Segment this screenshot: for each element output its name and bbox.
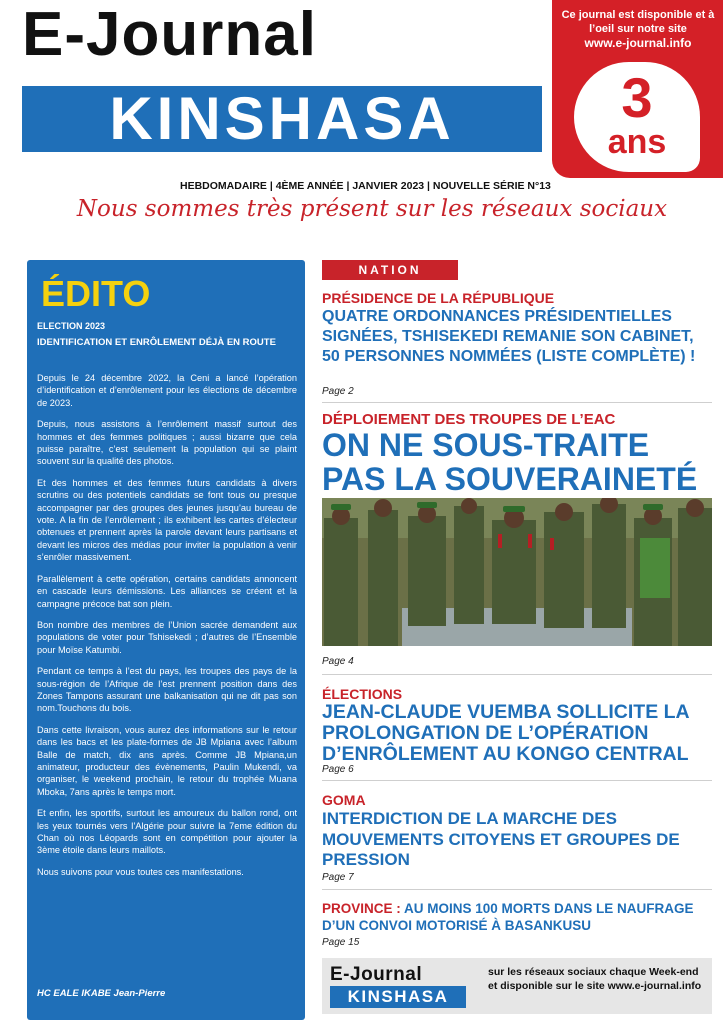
badge-line: Ce journal est disponible et à l’oeil sur notre site <box>561 9 715 35</box>
edito-body <box>37 372 297 887</box>
promo-logo-top: E-Journal <box>330 964 423 985</box>
article-headline[interactable]: INTERDICTION DE LA MARCHE DES MOUVEMENTS CITOYENS ET GROUPES DE PRESSION <box>322 809 680 869</box>
slogan: Nous sommes très présent sur les réseaux sociaux <box>76 196 668 222</box>
badge-availability-text <box>560 8 716 50</box>
article-headline[interactable]: QUATRE ORDONNANCES PRÉSIDENTIELLES SIGNÉES, TSHISEKEDI REMANIE SON CABINET, 50 PERSONNES NOMMÉES (LISTE COMPLÈTE) ! <box>322 308 696 365</box>
article-kicker: PRÉSIDENCE DE LA RÉPUBLIQUE <box>322 290 555 306</box>
divider <box>322 402 712 403</box>
article-headline-lead[interactable]: ON NE SOUS-TRAITE PAS LA SOUVERAINETÉ <box>322 427 698 497</box>
promo-logo-bottom: KINSHASA <box>330 986 466 1008</box>
masthead-title-top: E-Journal <box>22 0 317 69</box>
edito-signature: HC EALE IKABE Jean-Pierre <box>37 988 166 999</box>
article-kicker: PROVINCE : <box>322 901 401 916</box>
issue-dateline: HEBDOMADAIRE | 4ÈME ANNÉE | JANVIER 2023 | NOUVELLE SÉRIE N°13 <box>180 180 551 192</box>
edito-paragraph: Nous suivons pour vous toutes ces manifestations. <box>37 866 244 877</box>
edito-paragraph: Depuis, nous assistons à l’enrôlement massif surtout des hommes et des femmes politiques ; aussi bizarre que cela puisse paraître, c’est seulement la population qui se plaint souvent sur la qualité des photos. <box>37 419 297 467</box>
article-brief[interactable] <box>322 900 712 934</box>
promo-text: sur les réseaux sociaux chaque Week-end et disponible sur le site www.e-journal.info <box>488 966 702 992</box>
article-page-ref: Page 2 <box>322 386 354 397</box>
soldiers-photo <box>322 498 712 646</box>
article-page-ref: Page 7 <box>322 872 354 883</box>
edito-paragraph: Pendant ce temps à l’est du pays, les troupes des pays de la sous-région de l’Afrique de l’est prennent position dans des Zones Tampons assurant une balkanisation qui ne dit pas son nom.Touchons du bois. <box>37 666 297 714</box>
badge-url-link[interactable]: www.e-journal.info <box>584 36 692 50</box>
article-page-ref: Page 15 <box>322 937 360 948</box>
article-kicker: DÉPLOIEMENT DES TROUPES DE L’EAC <box>322 411 616 428</box>
edito-paragraph: Et enfin, les sportifs, surtout les amoureux du ballon rond, ont les yeux tournés vers l’Algérie pour suivre la 7eme édition du Chan où nos Léopards sont en compétition pour ajouter la 3ème étoile dans leurs maillots. <box>37 808 297 856</box>
divider <box>322 674 712 675</box>
edito-paragraph: Depuis le 24 décembre 2022, la Ceni a lancé l’opération d’identification et d’enrôlement pour les élections de décembre de 2023. <box>37 373 297 408</box>
badge-years-word: ans <box>607 123 667 161</box>
edito-paragraph: Dans cette livraison, vous aurez des informations sur le retour dans les bacs et les plate-formes de JB Mpiana avec l’album Balle de match, dix ans après. Comme JB Mpiana,un animateur, producteur des évènements, Paulin Mukendi, va organiser, le weekend prochain, le retour du trophée Muana Mboka, 7ans après le temps mort. <box>37 724 297 797</box>
article-page-ref: Page 6 <box>322 764 354 775</box>
masthead-title-bottom: KINSHASA <box>22 86 542 152</box>
section-tag-nation: NATION <box>322 260 458 280</box>
article-page-ref: Page 4 <box>322 656 354 667</box>
edito-subtitle: IDENTIFICATION ET ENRÔLEMENT DÉJÀ EN ROUTE <box>37 337 276 348</box>
divider <box>322 889 712 890</box>
edito-title: ÉDITO <box>41 273 151 314</box>
article-kicker: ÉLECTIONS <box>322 686 403 702</box>
badge-years-number: 3 <box>621 66 653 129</box>
divider <box>322 780 712 781</box>
edito-panel <box>27 260 305 1020</box>
article-kicker: GOMA <box>322 792 366 808</box>
edito-paragraph: Parallèlement à cette opération, certains candidats annoncent en cascade leurs démissions. Les alliances se créent et la campagne précoce bat son plein. <box>37 573 297 609</box>
article-headline: AU MOINS 100 MORTS DANS LE NAUFRAGE D’UN CONVOI MOTORISÉ À BASANKUSU <box>322 901 694 933</box>
edito-kicker: ELECTION 2023 <box>37 321 106 331</box>
article-headline[interactable]: JEAN-CLAUDE VUEMBA SOLLICITE LA PROLONGATION DE L’OPÉRATION D’ENRÔLEMENT AU KONGO CENTRAL <box>322 701 689 765</box>
edito-paragraph: Bon nombre des membres de l’Union sacrée demandent aux populations de voter pour Tshisekedi ; d’autres de l’Ensemble pour Moïse Katumbi. <box>37 619 297 655</box>
edito-paragraph: Et des hommes et des femmes futurs candidats à divers scrutins ou des potentiels candidats se font tous ou presque accompagner par des groupes des jeunes jusqu’au bureau de vote. A la fin de l’enrôlement ; ils exhibent les cartes d’électeur obtenues et prennent après la parole devant leurs partisans et devant les micros des médias pour inviter la population à venir s’enrôler massivement. <box>37 477 297 563</box>
